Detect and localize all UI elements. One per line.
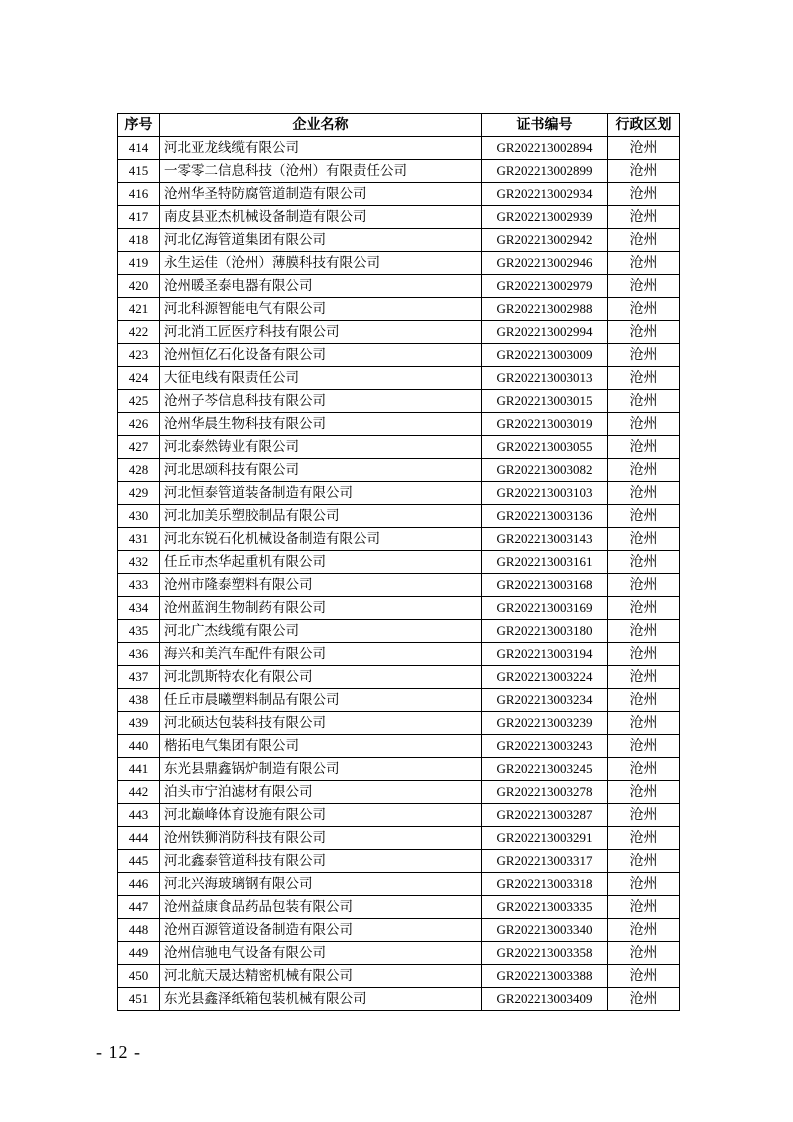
cell-administrative-region: 沧州 [608,482,680,505]
cell-serial-number: 444 [118,827,160,850]
enterprise-table [117,113,680,1011]
cell-serial-number: 417 [118,206,160,229]
cell-certificate-number: GR202213003245 [482,758,608,781]
cell-administrative-region: 沧州 [608,988,680,1011]
cell-certificate-number: GR202213002942 [482,229,608,252]
cell-certificate-number: GR202213002946 [482,252,608,275]
cell-serial-number: 448 [118,919,160,942]
cell-company-name: 任丘市晨曦塑料制品有限公司 [160,689,482,712]
cell-administrative-region: 沧州 [608,344,680,367]
cell-company-name: 楷拓电气集团有限公司 [160,735,482,758]
header-certificate-number: 证书编号 [482,114,608,137]
cell-certificate-number: GR202213003239 [482,712,608,735]
cell-company-name: 泊头市宁泊滤材有限公司 [160,781,482,804]
cell-administrative-region: 沧州 [608,321,680,344]
table-row [118,298,680,321]
cell-company-name: 河北硕达包装科技有限公司 [160,712,482,735]
cell-company-name: 河北广杰线缆有限公司 [160,620,482,643]
cell-certificate-number: GR202213002934 [482,183,608,206]
cell-serial-number: 451 [118,988,160,1011]
cell-serial-number: 445 [118,850,160,873]
cell-serial-number: 438 [118,689,160,712]
cell-certificate-number: GR202213003194 [482,643,608,666]
table-row [118,643,680,666]
cell-certificate-number: GR202213003224 [482,666,608,689]
table-row [118,735,680,758]
cell-serial-number: 432 [118,551,160,574]
table-row [118,712,680,735]
cell-certificate-number: GR202213003019 [482,413,608,436]
cell-administrative-region: 沧州 [608,160,680,183]
cell-administrative-region: 沧州 [608,896,680,919]
cell-serial-number: 422 [118,321,160,344]
cell-company-name: 沧州市隆泰塑料有限公司 [160,574,482,597]
table-row [118,505,680,528]
cell-administrative-region: 沧州 [608,252,680,275]
cell-company-name: 永生运佳（沧州）薄膜科技有限公司 [160,252,482,275]
table-row [118,436,680,459]
cell-serial-number: 418 [118,229,160,252]
cell-serial-number: 429 [118,482,160,505]
cell-serial-number: 428 [118,459,160,482]
cell-certificate-number: GR202213003180 [482,620,608,643]
cell-administrative-region: 沧州 [608,206,680,229]
cell-serial-number: 426 [118,413,160,436]
table-row [118,252,680,275]
table-row [118,758,680,781]
cell-certificate-number: GR202213002899 [482,160,608,183]
cell-serial-number: 440 [118,735,160,758]
cell-certificate-number: GR202213003234 [482,689,608,712]
cell-administrative-region: 沧州 [608,137,680,160]
cell-certificate-number: GR202213003291 [482,827,608,850]
cell-certificate-number: GR202213002939 [482,206,608,229]
cell-certificate-number: GR202213003358 [482,942,608,965]
cell-administrative-region: 沧州 [608,620,680,643]
cell-company-name: 河北科源智能电气有限公司 [160,298,482,321]
cell-company-name: 海兴和美汽车配件有限公司 [160,643,482,666]
cell-administrative-region: 沧州 [608,781,680,804]
cell-certificate-number: GR202213003243 [482,735,608,758]
table-row [118,896,680,919]
cell-serial-number: 431 [118,528,160,551]
table-row [118,804,680,827]
table-row [118,390,680,413]
cell-certificate-number: GR202213003278 [482,781,608,804]
cell-administrative-region: 沧州 [608,597,680,620]
cell-company-name: 河北消工匠医疗科技有限公司 [160,321,482,344]
cell-company-name: 河北兴海玻璃钢有限公司 [160,873,482,896]
table-row [118,988,680,1011]
cell-certificate-number: GR202213003009 [482,344,608,367]
cell-company-name: 沧州信驰电气设备有限公司 [160,942,482,965]
cell-certificate-number: GR202213003055 [482,436,608,459]
cell-serial-number: 416 [118,183,160,206]
table-header-row [118,114,680,137]
cell-administrative-region: 沧州 [608,712,680,735]
table-row [118,344,680,367]
cell-serial-number: 442 [118,781,160,804]
cell-administrative-region: 沧州 [608,183,680,206]
cell-serial-number: 420 [118,275,160,298]
table-row [118,137,680,160]
cell-administrative-region: 沧州 [608,551,680,574]
table-row [118,206,680,229]
cell-company-name: 沧州华晨生物科技有限公司 [160,413,482,436]
cell-serial-number: 415 [118,160,160,183]
cell-certificate-number: GR202213003168 [482,574,608,597]
cell-company-name: 河北恒泰管道装备制造有限公司 [160,482,482,505]
table-row [118,942,680,965]
cell-certificate-number: GR202213003287 [482,804,608,827]
cell-administrative-region: 沧州 [608,413,680,436]
cell-serial-number: 421 [118,298,160,321]
header-company-name: 企业名称 [160,114,482,137]
cell-certificate-number: GR202213002894 [482,137,608,160]
cell-company-name: 河北巅峰体育设施有限公司 [160,804,482,827]
cell-administrative-region: 沧州 [608,850,680,873]
table-row [118,413,680,436]
cell-company-name: 沧州铁狮消防科技有限公司 [160,827,482,850]
cell-administrative-region: 沧州 [608,229,680,252]
cell-administrative-region: 沧州 [608,965,680,988]
cell-administrative-region: 沧州 [608,574,680,597]
cell-company-name: 河北亚龙线缆有限公司 [160,137,482,160]
cell-company-name: 沧州华圣特防腐管道制造有限公司 [160,183,482,206]
cell-administrative-region: 沧州 [608,919,680,942]
table-row [118,666,680,689]
cell-serial-number: 449 [118,942,160,965]
table-row [118,689,680,712]
cell-certificate-number: GR202213003318 [482,873,608,896]
header-administrative-region: 行政区划 [608,114,680,137]
cell-company-name: 沧州益康食品药品包装有限公司 [160,896,482,919]
cell-serial-number: 414 [118,137,160,160]
table-body [118,137,680,1011]
cell-serial-number: 430 [118,505,160,528]
cell-company-name: 大征电线有限责任公司 [160,367,482,390]
cell-company-name: 沧州百源管道设备制造有限公司 [160,919,482,942]
cell-administrative-region: 沧州 [608,827,680,850]
cell-certificate-number: GR202213003015 [482,390,608,413]
cell-administrative-region: 沧州 [608,804,680,827]
table-row [118,229,680,252]
cell-company-name: 河北东锐石化机械设备制造有限公司 [160,528,482,551]
cell-serial-number: 450 [118,965,160,988]
cell-administrative-region: 沧州 [608,390,680,413]
cell-certificate-number: GR202213003317 [482,850,608,873]
table-row [118,482,680,505]
cell-administrative-region: 沧州 [608,689,680,712]
cell-certificate-number: GR202213003335 [482,896,608,919]
table-row [118,551,680,574]
cell-company-name: 沧州恒亿石化设备有限公司 [160,344,482,367]
cell-company-name: 河北亿海管道集团有限公司 [160,229,482,252]
table-row [118,597,680,620]
table-row [118,850,680,873]
cell-company-name: 河北鑫泰管道科技有限公司 [160,850,482,873]
cell-company-name: 河北思颂科技有限公司 [160,459,482,482]
cell-administrative-region: 沧州 [608,873,680,896]
cell-serial-number: 419 [118,252,160,275]
cell-administrative-region: 沧州 [608,367,680,390]
cell-certificate-number: GR202213002994 [482,321,608,344]
cell-administrative-region: 沧州 [608,275,680,298]
header-serial-number: 序号 [118,114,160,137]
cell-serial-number: 433 [118,574,160,597]
cell-certificate-number: GR202213003136 [482,505,608,528]
cell-serial-number: 443 [118,804,160,827]
table-row [118,574,680,597]
cell-certificate-number: GR202213003169 [482,597,608,620]
cell-company-name: 东光县鑫泽纸箱包装机械有限公司 [160,988,482,1011]
table-row [118,183,680,206]
cell-certificate-number: GR202213003143 [482,528,608,551]
table-row [118,827,680,850]
cell-certificate-number: GR202213003340 [482,919,608,942]
cell-company-name: 沧州子芩信息科技有限公司 [160,390,482,413]
cell-serial-number: 436 [118,643,160,666]
cell-certificate-number: GR202213003161 [482,551,608,574]
cell-company-name: 沧州暖圣泰电器有限公司 [160,275,482,298]
cell-administrative-region: 沧州 [608,298,680,321]
cell-company-name: 南皮县亚杰机械设备制造有限公司 [160,206,482,229]
cell-certificate-number: GR202213002988 [482,298,608,321]
cell-administrative-region: 沧州 [608,436,680,459]
cell-company-name: 东光县鼎鑫锅炉制造有限公司 [160,758,482,781]
cell-certificate-number: GR202213003082 [482,459,608,482]
cell-administrative-region: 沧州 [608,528,680,551]
table-row [118,620,680,643]
cell-company-name: 河北航天晟达精密机械有限公司 [160,965,482,988]
cell-serial-number: 425 [118,390,160,413]
table-row [118,321,680,344]
table-row [118,919,680,942]
table-row [118,781,680,804]
table-row [118,275,680,298]
table-row [118,528,680,551]
cell-company-name: 河北泰然铸业有限公司 [160,436,482,459]
table-row [118,367,680,390]
cell-serial-number: 424 [118,367,160,390]
cell-serial-number: 447 [118,896,160,919]
cell-serial-number: 439 [118,712,160,735]
table-row [118,873,680,896]
cell-company-name: 任丘市杰华起重机有限公司 [160,551,482,574]
cell-certificate-number: GR202213003013 [482,367,608,390]
cell-administrative-region: 沧州 [608,735,680,758]
cell-certificate-number: GR202213003388 [482,965,608,988]
cell-administrative-region: 沧州 [608,505,680,528]
cell-certificate-number: GR202213002979 [482,275,608,298]
cell-serial-number: 441 [118,758,160,781]
cell-serial-number: 446 [118,873,160,896]
cell-serial-number: 427 [118,436,160,459]
cell-administrative-region: 沧州 [608,643,680,666]
cell-serial-number: 437 [118,666,160,689]
cell-administrative-region: 沧州 [608,666,680,689]
cell-company-name: 河北加美乐塑胶制品有限公司 [160,505,482,528]
table-row [118,160,680,183]
cell-company-name: 沧州蓝润生物制药有限公司 [160,597,482,620]
table-row [118,965,680,988]
cell-administrative-region: 沧州 [608,942,680,965]
table-row [118,459,680,482]
cell-serial-number: 434 [118,597,160,620]
cell-serial-number: 423 [118,344,160,367]
cell-administrative-region: 沧州 [608,459,680,482]
cell-certificate-number: GR202213003103 [482,482,608,505]
cell-serial-number: 435 [118,620,160,643]
cell-administrative-region: 沧州 [608,758,680,781]
cell-company-name: 河北凯斯特农化有限公司 [160,666,482,689]
page-number: - 12 - [96,1042,141,1062]
cell-company-name: 一零零二信息科技（沧州）有限责任公司 [160,160,482,183]
cell-certificate-number: GR202213003409 [482,988,608,1011]
